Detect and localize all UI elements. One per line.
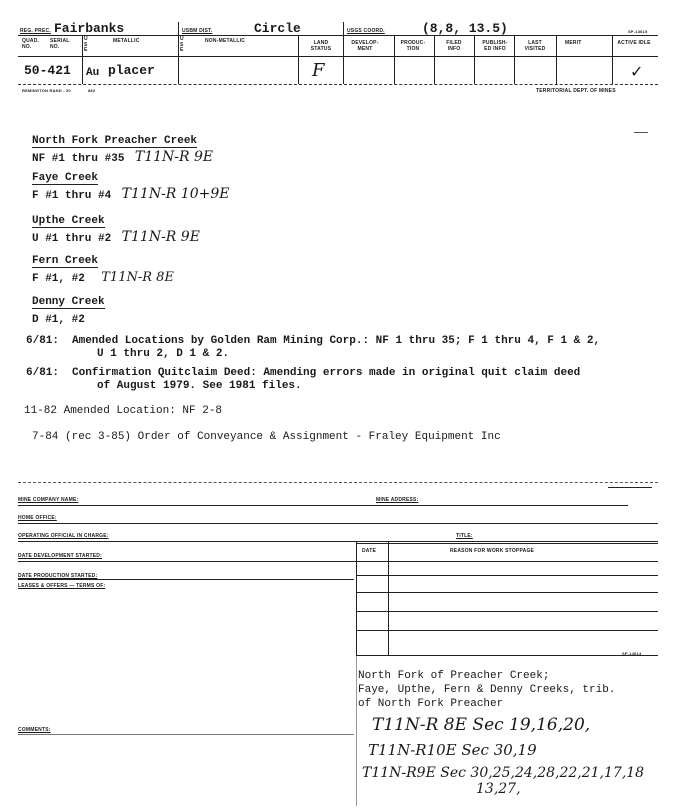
- remington-label: REMINGTON RAND - 20: [22, 88, 71, 93]
- published-info-label: PUBLISH-ED INFO: [482, 40, 508, 52]
- remington-code: 882: [88, 88, 96, 93]
- form-rule: [18, 482, 658, 483]
- stray-mark: [634, 132, 648, 133]
- reg-prec-value: Fairbanks: [54, 21, 125, 36]
- claim-township: T11N-R 10+9E: [121, 186, 230, 202]
- claim-numbers: D #1, #2: [32, 314, 85, 326]
- reg-prec-label: REG. PREC.: [20, 28, 51, 34]
- usgs-coord-label: USGS COORD.: [347, 28, 385, 34]
- table-row-line: [356, 575, 658, 576]
- vdiv-4: [343, 22, 344, 84]
- claim-numbers: F #1, #2: [32, 273, 85, 285]
- claim-township: T11N-R 9E: [121, 229, 200, 245]
- metallic-label: METALLIC: [113, 38, 140, 44]
- usgs-coord-value: (8,8, 13.5): [422, 21, 508, 36]
- production-label: PRODUC-TION: [400, 40, 426, 52]
- location-block: [358, 669, 615, 711]
- table-row-line: [356, 630, 658, 631]
- note-text: Amended Locations by Golden Ram Mining Corp.: NF 1 thru 35; F 1 thru 4, F 1 & 2,: [72, 335, 601, 347]
- table-border: [356, 541, 357, 656]
- handwritten-note: 13,27,: [476, 781, 521, 797]
- dept-label: TERRITORIAL DEPT. OF MINES: [536, 88, 616, 94]
- ume-right: U S E: [180, 36, 184, 53]
- claim-township: T11N-R 8E: [101, 270, 174, 285]
- vdiv-2: [178, 22, 179, 84]
- vdiv-5: [394, 36, 395, 84]
- active-idle-label: ACTIVE IDLE: [617, 40, 651, 46]
- vdiv-10: [612, 36, 613, 84]
- table-row-line: [356, 611, 658, 612]
- leases-label: LEASES & OFFERS — TERMS OF:: [18, 583, 106, 589]
- form-rule: [18, 505, 628, 506]
- land-status-value: F: [312, 60, 325, 81]
- note-date: 6/81:: [26, 335, 60, 347]
- claim-name: Upthe Creek: [32, 215, 105, 227]
- claim-item: [32, 167, 229, 203]
- operating-official-label: OPERATING OFFICIAL IN CHARGE:: [18, 533, 109, 539]
- claim-item: [32, 250, 174, 286]
- table-row-line: [356, 592, 658, 593]
- claim-name: North Fork Preacher Creek: [32, 135, 198, 147]
- note-text: U 1 thru 2, D 1 & 2.: [97, 348, 230, 360]
- claim-item: [32, 291, 105, 327]
- vdiv-8: [514, 36, 515, 84]
- column-divider: [356, 656, 357, 806]
- note-text: Confirmation Quitclaim Deed: Amending errors made in original quit claim deed: [72, 367, 581, 379]
- form-number-2: SP-14614: [622, 651, 642, 656]
- development-label: DEVELOP-MENT: [351, 40, 379, 52]
- land-status-label: LAND STATUS: [310, 40, 332, 52]
- claim-township: T11N-R 9E: [134, 149, 214, 165]
- form-rule: [18, 541, 658, 542]
- header-rule-2: [18, 56, 658, 57]
- note-date: 6/81:: [26, 367, 60, 379]
- claim-item: [32, 210, 200, 246]
- claim-item: [32, 130, 213, 166]
- vdiv-1: [82, 36, 83, 84]
- note-text: 7-84 (rec 3-85) Order of Conveyance & Assignment - Fraley Equipment Inc: [32, 431, 501, 443]
- ume-left: U S E: [84, 36, 88, 53]
- claim-numbers: NF #1 thru #35: [32, 153, 125, 165]
- metallic-symbol: Au: [86, 67, 100, 79]
- date-prod-label: DATE PRODUCTION STARTED:: [18, 573, 98, 579]
- claim-numbers: U #1 thru #2: [32, 233, 112, 245]
- form-rule: [18, 734, 354, 735]
- mine-company-label: MINE COMPANY NAME:: [18, 497, 79, 503]
- form-rule: [356, 543, 658, 544]
- claim-numbers: F #1 thru #4: [32, 190, 112, 202]
- merit-label: MERIT: [565, 40, 582, 46]
- claim-name: Faye Creek: [32, 172, 99, 184]
- form-number: SP-14615: [628, 29, 648, 34]
- usgs-dist-value: Circle: [254, 21, 301, 36]
- serial-label: SERIAL NO.: [50, 38, 70, 50]
- handwritten-note: T11N-R10E Sec 30,19: [368, 741, 537, 759]
- claim-name: Fern Creek: [32, 255, 99, 267]
- form-rule: [18, 561, 658, 562]
- table-row-line: [356, 655, 658, 656]
- vdiv-9: [556, 36, 557, 84]
- location-line: of North Fork Preacher: [358, 698, 504, 710]
- header-rule-1: [18, 35, 658, 36]
- stray-mark: [608, 487, 652, 488]
- note-text: of August 1979. See 1981 files.: [97, 380, 302, 392]
- filed-info-label: FILED INFO: [446, 40, 462, 52]
- form-rule: [18, 579, 354, 580]
- location-line: Faye, Upthe, Fern & Denny Creeks, trib.: [358, 684, 616, 696]
- form-rule: [18, 523, 658, 524]
- handwritten-note: T11N-R 8E Sec 19,16,20,: [372, 715, 591, 735]
- quad-label: QUAD. NO.: [22, 38, 40, 50]
- mine-address-label: MINE ADDRESS:: [376, 497, 419, 503]
- reason-label: REASON FOR WORK STOPPAGE: [450, 548, 535, 554]
- home-office-label: HOME OFFICE:: [18, 515, 57, 521]
- table-divider: [388, 541, 389, 656]
- header-rule-3: [18, 84, 658, 85]
- comments-label: COMMENTS:: [18, 727, 51, 733]
- handwritten-note: T11N-R9E Sec 30,25,24,28,22,21,17,18: [362, 765, 645, 781]
- vdiv-3: [298, 36, 299, 84]
- metallic-value: placer: [108, 63, 155, 78]
- nonmetallic-label: NON-METALLIC: [205, 38, 246, 44]
- date-dev-label: DATE DEVELOPMENT STARTED:: [18, 553, 102, 559]
- note-text: 11-82 Amended Location: NF 2-8: [24, 405, 223, 417]
- vdiv-7: [474, 36, 475, 84]
- usgs-dist-label: USBM DIST.: [182, 28, 213, 34]
- date-col-label: DATE: [362, 548, 377, 554]
- last-visited-label: LAST VISITED: [524, 40, 546, 52]
- location-line: North Fork of Preacher Creek;: [358, 670, 550, 682]
- active-idle-check: ✓: [630, 64, 644, 81]
- claim-name: Denny Creek: [32, 296, 105, 308]
- quad-serial-value: 50-421: [24, 63, 71, 78]
- title-label: TITLE:: [456, 533, 473, 539]
- vdiv-6: [434, 36, 435, 84]
